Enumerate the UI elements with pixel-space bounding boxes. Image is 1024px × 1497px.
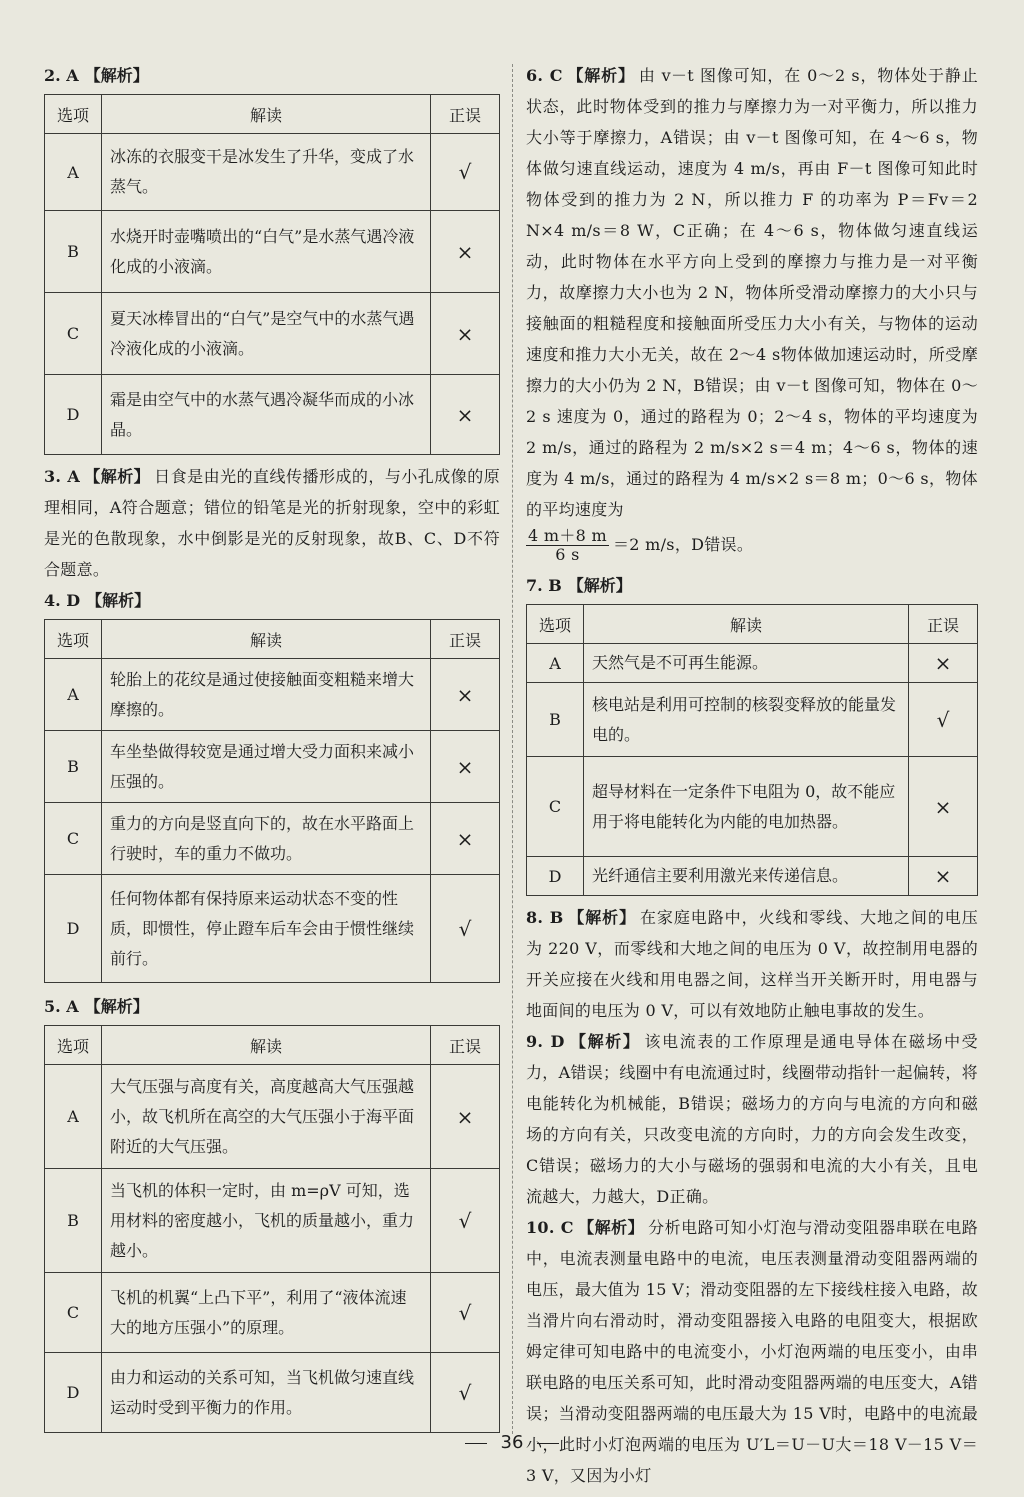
dash-right	[537, 1443, 559, 1444]
q9-answer: 9. D 【解析】 该电流表的工作原理是通电导体在磁场中受力，A错误；线圈中有电流通过时，线圈带动指针一起偏转，将电能转化为机械能，B错误；磁场力的方向与电流的方向和磁场的方向有关，只改变电流的方向时，力的方向会发生改变，C错误；磁场力的大小与磁场的强弱和电流的大小有关，且电流越大，力越大，D正确。	[526, 1032, 978, 1206]
q2-heading: 2. A 【解析】	[44, 66, 149, 85]
option-explanation: 天然气是不可再生能源。	[584, 644, 909, 683]
option-explanation: 超导材料在一定条件下电阻为 0，故不能应用于将电能转化为内能的电加热器。	[584, 757, 909, 857]
header-explanation: 解读	[584, 605, 909, 644]
option-letter: A	[45, 134, 102, 211]
q4-heading: 4. D 【解析】	[44, 591, 151, 610]
q2-table	[44, 94, 500, 455]
correctness-mark: ×	[431, 803, 500, 875]
option-letter: C	[45, 803, 102, 875]
page-number: 36	[0, 1432, 1024, 1453]
header-explanation: 解读	[102, 95, 431, 134]
option-explanation: 夏天冰棒冒出的“白气”是空气中的水蒸气遇冷液化成的小液滴。	[102, 293, 431, 375]
header-correctness: 正误	[431, 620, 500, 659]
option-letter: D	[527, 857, 584, 896]
table-row	[45, 134, 500, 211]
option-letter: A	[527, 644, 584, 683]
q3-answer: 3. A 【解析】 日食是由光的直线传播形成的，与小孔成像的原理相同，A符合题意；错位的铅笔是光的折射现象，空中的彩虹是光的色散现象，水中倒影是光的反射现象，故B、C、D不符合题意。	[44, 467, 501, 579]
table-row	[45, 731, 500, 803]
option-letter: B	[45, 731, 102, 803]
option-letter: C	[45, 1273, 102, 1353]
q10-answer: 10. C 【解析】 分析电路可知小灯泡与滑动变阻器串联在电路中，电流表测量电路中的电流，电压表测量滑动变阻器两端的电压，最大值为 15 V；滑动变阻器的左下接线柱接入电路，故当滑片向右滑动时，滑动变阻器接入电路的电阻变大，根据欧姆定律可知电路中的电流变小，小灯泡两端的电压变小，由串联电路的电压关系可知，此时滑动变阻器两端的电压变大，A错误；当滑动变阻器两端的电压最大为 15 V时，电路中的电流最小，此时小灯泡两端的电压为 U′L＝U－U大＝18 V－15 V＝3 V，又因为小灯	[526, 1218, 979, 1485]
table-row	[45, 803, 500, 875]
header-explanation: 解读	[102, 620, 431, 659]
correctness-mark: ×	[909, 857, 978, 896]
option-letter: C	[45, 293, 102, 375]
option-explanation: 光纤通信主要利用激光来传递信息。	[584, 857, 909, 896]
correctness-mark: ×	[431, 659, 500, 731]
option-letter: D	[45, 375, 102, 455]
option-explanation: 大气压强与高度有关，高度越高大气压强越小，故飞机所在高空的大气压强小于海平面附近的大气压强。	[102, 1065, 431, 1169]
q8-answer: 8. B 【解析】 在家庭电路中，火线和零线、大地之间的电压为 220 V，而零线和大地之间的电压为 0 V，故控制用电器的开关应接在火线和用电器之间，这样当开关断开时，用电器与地面间的电压为 0 V，可以有效地防止触电事故的发生。	[526, 908, 978, 1020]
q5-table	[44, 1025, 500, 1433]
header-option: 选项	[45, 1026, 102, 1065]
table-row	[527, 757, 978, 857]
correctness-mark: ×	[431, 375, 500, 455]
header-option: 选项	[527, 605, 584, 644]
table-row	[45, 659, 500, 731]
table-row	[527, 857, 978, 896]
header-option: 选项	[45, 620, 102, 659]
option-explanation: 轮胎上的花纹是通过使接触面变粗糙来增大摩擦的。	[102, 659, 431, 731]
table-header-row	[45, 95, 500, 134]
table-row	[45, 875, 500, 983]
correctness-mark: ×	[431, 1065, 500, 1169]
table-row	[45, 1169, 500, 1273]
option-letter: A	[45, 1065, 102, 1169]
q4-table	[44, 619, 500, 983]
option-letter: B	[45, 1169, 102, 1273]
correctness-mark: ×	[431, 293, 500, 375]
fraction: $\frac{4 m+8 m}{6 s}$	[528, 526, 607, 564]
correctness-mark: ×	[909, 757, 978, 857]
dash-left	[465, 1443, 487, 1444]
correctness-mark: √	[431, 1169, 500, 1273]
header-option: 选项	[45, 95, 102, 134]
q5-heading: 5. A 【解析】	[44, 997, 149, 1016]
correctness-mark: √	[431, 134, 500, 211]
correctness-mark: √	[431, 875, 500, 983]
correctness-mark: √	[431, 1353, 500, 1433]
option-letter: C	[527, 757, 584, 857]
correctness-mark: √	[431, 1273, 500, 1353]
option-explanation: 飞机的机翼“上凸下平”，利用了“液体流速大的地方压强小”的原理。	[102, 1273, 431, 1353]
q6-answer: 6. C 【解析】 由 v－t 图像可知，在 0～2 s，物体处于静止状态，此时物体受到的推力与摩擦力为一对平衡力，所以推力大小等于摩擦力，A错误；由 v－t 图像可知，在 4～6 s，物体做匀速直线运动，速度为 4 m/s，再由 F－t 图像可知此时物体受到的推力为 2 N，所以推力 F 的功率为 P＝Fv＝2 N×4 m/s＝8 W，C正确；在 4～6 s，物体做匀速直线运动，此时物体在水平方向上受到的摩擦力与推力是一对平衡力，故摩擦力大小也为 2 N，物体所受滑动摩擦力的大小只与接触面的粗糙程度和接触面所受压力大小有关，与物体的运动速度和推力大小无关，故在 2～4 s物体做加速运动时，所受摩擦力的大小仍为 2 N，B错误；由 v－t 图像可知，物体在 0～2 s 速度为 0，通过的路程为 0；2～4 s，物体的平均速度为 2 m/s，通过的路程为 2 m/s×2 s＝4 m；4～6 s，物体的速度为 4 m/s，通过的路程为 4 m/s×2 s＝8 m；0～6 s，物体的平均速度为	[526, 66, 978, 519]
table-row	[45, 1065, 500, 1169]
table-row	[527, 683, 978, 757]
option-explanation: 核电站是利用可控制的核裂变释放的能量发电的。	[584, 683, 909, 757]
option-explanation: 霜是由空气中的水蒸气遇冷凝华而成的小冰晶。	[102, 375, 431, 455]
correctness-mark: √	[909, 683, 978, 757]
header-correctness: 正误	[909, 605, 978, 644]
option-explanation: 车坐垫做得较宽是通过增大受力面积来减小压强的。	[102, 731, 431, 803]
option-explanation: 由力和运动的关系可知，当飞机做匀速直线运动时受到平衡力的作用。	[102, 1353, 431, 1433]
option-letter: D	[45, 875, 102, 983]
table-header-row	[45, 1026, 500, 1065]
correctness-mark: ×	[431, 731, 500, 803]
q7-heading: 7. B 【解析】	[526, 576, 632, 595]
header-correctness: 正误	[431, 1026, 500, 1065]
table-header-row	[527, 605, 978, 644]
right-column	[526, 60, 978, 1491]
table-row	[45, 375, 500, 455]
left-column	[44, 60, 500, 1439]
table-header-row	[45, 620, 500, 659]
correctness-mark: ×	[431, 211, 500, 293]
correctness-mark: ×	[909, 644, 978, 683]
option-letter: A	[45, 659, 102, 731]
table-row	[45, 1353, 500, 1433]
q7-table	[526, 604, 978, 896]
table-row	[45, 211, 500, 293]
column-divider	[512, 64, 513, 1434]
option-explanation: 水烧开时壶嘴喷出的“白气”是水蒸气遇冷液化成的小液滴。	[102, 211, 431, 293]
table-row	[45, 293, 500, 375]
option-explanation: 当飞机的体积一定时，由 m=ρV 可知，选用材料的密度越小，飞机的质量越小，重力越小。	[102, 1169, 431, 1273]
option-letter: B	[45, 211, 102, 293]
header-correctness: 正误	[431, 95, 500, 134]
option-letter: D	[45, 1353, 102, 1433]
option-letter: B	[527, 683, 584, 757]
table-row	[45, 1273, 500, 1353]
header-explanation: 解读	[102, 1026, 431, 1065]
option-explanation: 冰冻的衣服变干是冰发生了升华，变成了水蒸气。	[102, 134, 431, 211]
q6-formula: $\frac{4 m+8 m}{6 s}$ ＝2 m/s，D错误。	[528, 526, 754, 564]
option-explanation: 任何物体都有保持原来运动状态不变的性质，即惯性，停止蹬车后车会由于惯性继续前行。	[102, 875, 431, 983]
table-row	[527, 644, 978, 683]
option-explanation: 重力的方向是竖直向下的，故在水平路面上行驶时，车的重力不做功。	[102, 803, 431, 875]
